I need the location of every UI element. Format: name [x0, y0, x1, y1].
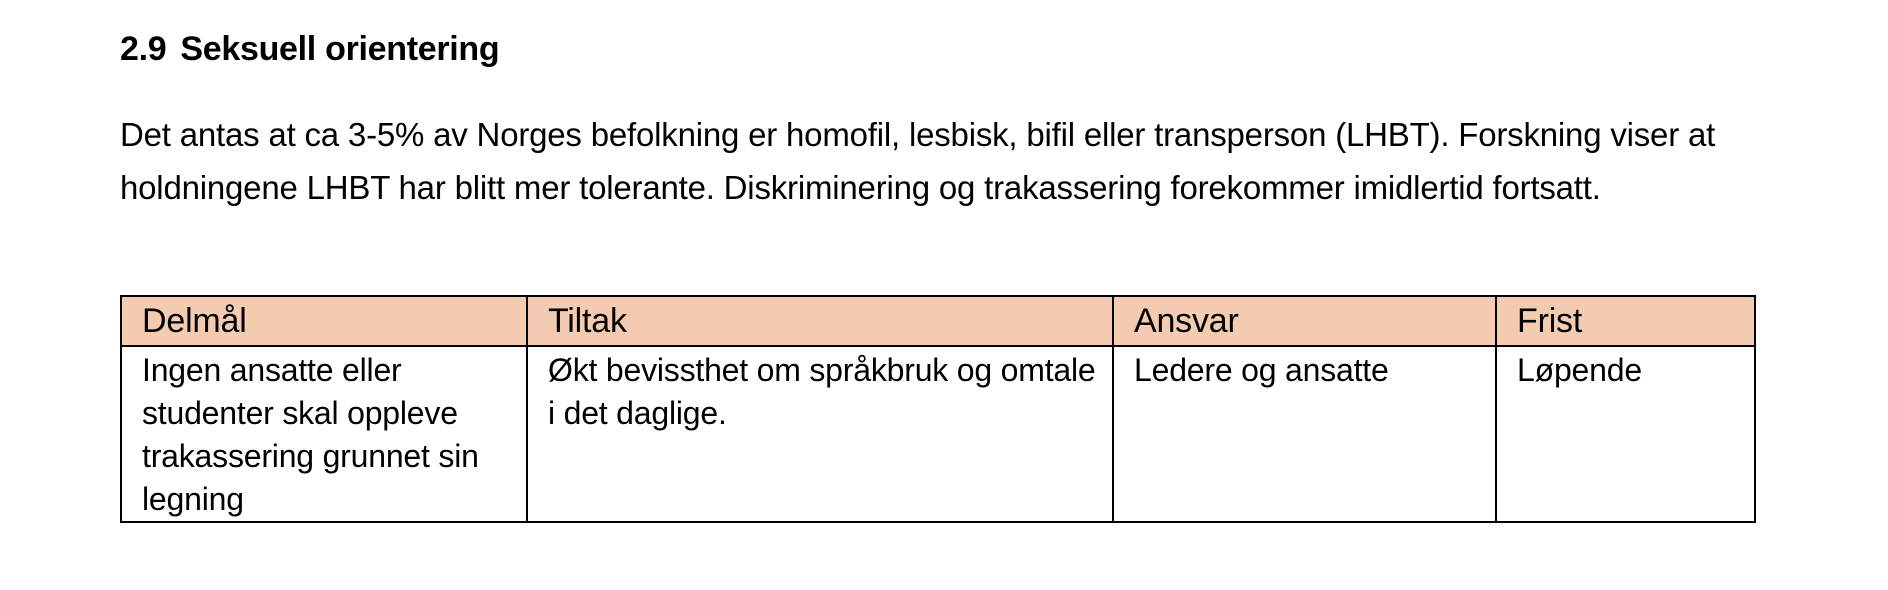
- cell-frist: Løpende: [1496, 346, 1755, 522]
- header-delmal: Delmål: [121, 296, 527, 346]
- section-number: 2.9: [120, 30, 167, 68]
- header-tiltak: Tiltak: [527, 296, 1113, 346]
- cell-tiltak: Økt bevissthet om språkbruk og omtale i det daglige.: [527, 346, 1113, 522]
- header-frist: Frist: [1496, 296, 1755, 346]
- body-paragraph: Det antas at ca 3-5% av Norges befolkning er homofil, lesbisk, bifil eller transperson (LHBT). Forskning viser at holdningene LHBT har blitt mer tolerante. Diskriminering og trakassering forekommer imidlertid fortsatt.: [120, 116, 1716, 206]
- header-ansvar: Ansvar: [1113, 296, 1496, 346]
- action-plan-table: [120, 295, 1756, 523]
- table-row: [121, 346, 1755, 522]
- table-header-row: [121, 296, 1755, 346]
- section-title: Seksuell orientering: [180, 30, 500, 68]
- section-heading: [120, 30, 499, 69]
- cell-delmal: Ingen ansatte eller studenter skal oppleve trakassering grunnet sin legning: [121, 346, 527, 522]
- cell-ansvar: Ledere og ansatte: [1113, 346, 1496, 522]
